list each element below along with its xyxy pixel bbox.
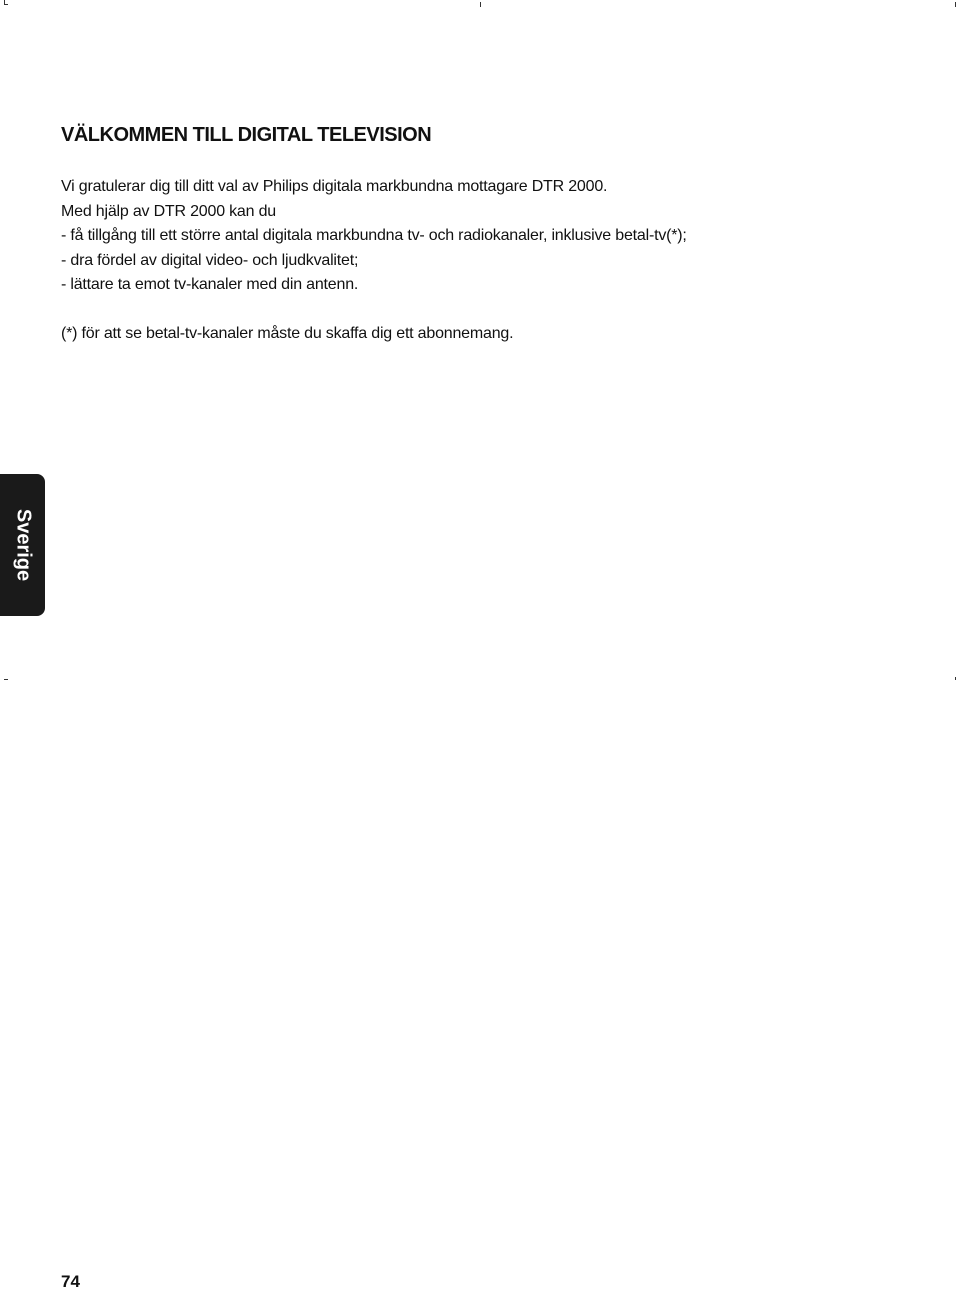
intro-line: Vi gratulerar dig till ditt val av Philips digitala markbundna mottagare DTR 2000. (61, 178, 608, 195)
language-tab (0, 474, 45, 616)
bullet-item: - dra fördel av digital video- och ljudkvalitet; (61, 251, 359, 269)
crop-mark (4, 679, 8, 680)
crop-mark (955, 677, 956, 680)
body-text (61, 175, 921, 346)
page-number: 74 (61, 1272, 80, 1291)
bullet-item: - få tillgång till ett större antal digitala markbundna tv- och radiokanaler, inklusive betal-tv(*); (61, 227, 687, 244)
crop-mark (4, 0, 5, 5)
bullet-item: - lättare ta emot tv-kanaler med din antenn. (61, 276, 359, 293)
crop-mark (480, 2, 481, 7)
intro-line: Med hjälp av DTR 2000 kan du (61, 202, 276, 220)
language-tab-label: Sverige (12, 508, 34, 582)
crop-mark (955, 2, 956, 7)
page-title: VÄLKOMMEN TILL DIGITAL TELEVISION (61, 124, 432, 146)
footnote: (*) för att se betal-tv-kanaler måste du skaffa dig ett abonnemang. (61, 324, 514, 342)
